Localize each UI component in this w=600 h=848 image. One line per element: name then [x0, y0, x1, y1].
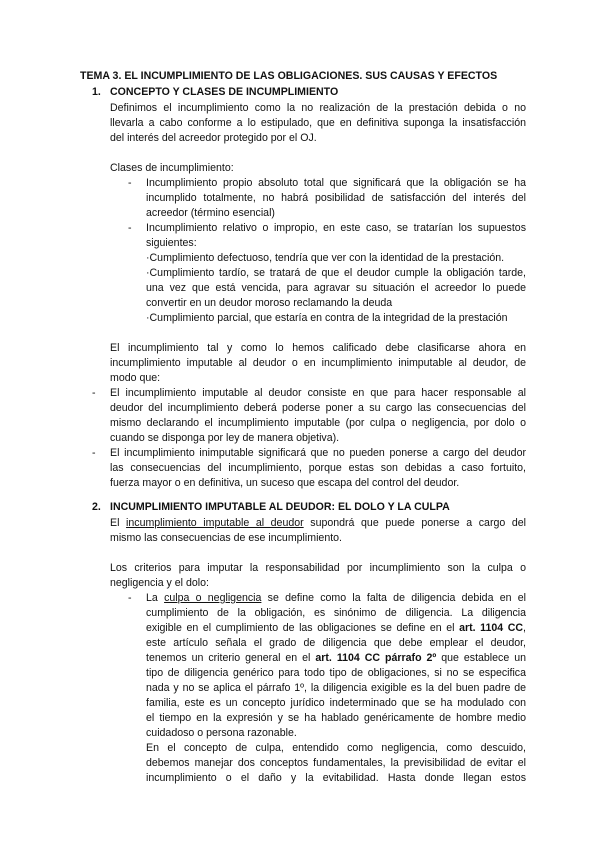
paragraph-line: mismo las consecuencias de ese incumplimiento.: [110, 532, 342, 544]
sub-item-line: ·Cumplimiento tardío, se tratará de que el deudor cumple la obligación tarde,: [146, 267, 526, 279]
list-item-line: En el concepto de culpa, entendido como negligencia, como descuido,: [146, 742, 526, 754]
sub-item-line: una vez que está vencida, para agravar su situación el acreedor lo puede: [146, 282, 526, 294]
list-item-line: el tiempo en la expresión y se ha hablado genéricamente de hombre medio: [146, 712, 526, 724]
section-1-heading: CONCEPTO Y CLASES DE INCUMPLIMIENTO: [110, 86, 339, 98]
list-item-line: este artículo señala el grado de diligencia que debe emplear el deudor,: [146, 637, 526, 649]
section-2-number: 2.: [92, 501, 101, 513]
sub-item-line: ·Cumplimiento defectuoso, tendría que ver con la identidad de la prestación.: [146, 252, 505, 264]
list-item-line: Incumplimiento propio absoluto total que significará que la obligación se ha: [146, 177, 526, 189]
underlined-term: incumplimiento imputable al deudor: [126, 517, 304, 529]
list-item-line: [146, 591, 526, 605]
list-item-line: [146, 621, 526, 635]
paragraph-line: Definimos el incumplimiento como la no realización de la prestación debida o no: [110, 102, 526, 114]
list-item-line: incumplimiento o el daño y la evitabilidad. Hasta donde llegan estos: [146, 772, 526, 784]
text-span: que establece un: [441, 652, 526, 664]
list-item-line: cumplimiento de la obligación, es sinónimo de diligencia. La diligencia: [146, 607, 526, 619]
list-item-line: nada y no se aplica el párrafo 1º, la diligencia exigible es la del buen padre de: [146, 682, 526, 694]
list-item-line: cuando se disponga por ley de manera objetiva).: [110, 432, 340, 444]
list-item-line: debemos manejar dos conceptos fundamentales, la previsibilidad de evitar el: [146, 757, 526, 769]
list-item-line: [146, 651, 526, 665]
bullet-dash: -: [128, 222, 132, 234]
text-span: ,: [523, 622, 526, 634]
list-item-line: El incumplimiento inimputable significará que no pueden ponerse a cargo del deudor: [110, 447, 526, 459]
paragraph-line: incumplimiento imputable al deudor o en incumplimiento inimputable al deudor, de: [110, 357, 526, 369]
underlined-term: culpa o negligencia: [164, 592, 262, 604]
paragraph-line: llevarla a cabo conforme a lo estipulado, que en definitiva suponga la insatisfacción: [110, 117, 526, 129]
paragraph-line: negligencia y el dolo:: [110, 577, 209, 589]
sub-item-line: convertir en un deudor moroso reclamando la deuda: [146, 297, 393, 309]
list-item-line: familia, este es un concepto jurídico indeterminado que se ha modulado con: [146, 697, 526, 709]
list-item-line: El incumplimiento imputable al deudor consiste en que para hacer responsable al: [110, 387, 526, 399]
text-span: supondrá que puede ponerse a cargo del: [310, 517, 526, 529]
classes-label: Clases de incumplimiento:: [110, 162, 234, 174]
text-span: El: [110, 517, 120, 529]
text-span: exigible en el cumplimiento de las obligaciones se define en el: [146, 622, 455, 634]
article-reference: art. 1104 CC párrafo 2º: [315, 652, 437, 664]
list-item-line: siguientes:: [146, 237, 197, 249]
paragraph-line: modo que:: [110, 372, 161, 384]
list-item-line: fuerza mayor o en definitiva, un suceso que escapa del control del deudor.: [110, 477, 460, 489]
list-item-line: Incumplimiento relativo o impropio, en este caso, se tratarían los supuestos: [146, 222, 526, 234]
sub-item-line: ·Cumplimiento parcial, que estaría en contra de la integridad de la prestación: [146, 312, 508, 324]
bullet-dash: -: [92, 447, 96, 459]
section-1-number: 1.: [92, 86, 101, 98]
list-item-line: cuidadoso o persona razonable.: [146, 727, 297, 739]
bullet-dash: -: [92, 387, 96, 399]
text-span: La: [146, 592, 158, 604]
paragraph-line: del interés del acreedor protegido por el OJ.: [110, 132, 317, 144]
text-span: se define como la falta de diligencia debida en el: [267, 592, 526, 604]
list-item-line: acreedor (término esencial): [146, 207, 275, 219]
text-span: tenemos un criterio general en el: [146, 652, 311, 664]
bullet-dash: -: [128, 592, 132, 604]
list-item-line: mismo declarando el incumplimiento imputable (por culpa o negligencia, por dolo o: [110, 417, 526, 429]
paragraph-line: Los criterios para imputar la responsabilidad por incumplimiento son la culpa o: [110, 562, 526, 574]
section-2-heading: INCUMPLIMIENTO IMPUTABLE AL DEUDOR: EL DOLO Y LA CULPA: [110, 501, 450, 513]
list-item-line: las consecuencias del incumplimiento, porque estas son debidas a caso fortuito,: [110, 462, 526, 474]
list-item-line: incumplido totalmente, no habrá posibilidad de satisfacción del interés del: [146, 192, 526, 204]
paragraph-line: El incumplimiento tal y como lo hemos calificado debe clasificarse ahora en: [110, 342, 526, 354]
article-reference: art. 1104 CC: [459, 622, 524, 634]
list-item-line: tipo de diligencia genérico para todo tipo de obligaciones, si no se especifica: [146, 667, 526, 679]
document-title: TEMA 3. EL INCUMPLIMIENTO DE LAS OBLIGACIONES. SUS CAUSAS Y EFECTOS: [80, 70, 498, 82]
paragraph-line: [110, 516, 526, 530]
bullet-dash: -: [128, 177, 132, 189]
list-item-line: deudor del incumplimiento deberá poderse poner a su cargo las consecuencias del: [110, 402, 526, 414]
